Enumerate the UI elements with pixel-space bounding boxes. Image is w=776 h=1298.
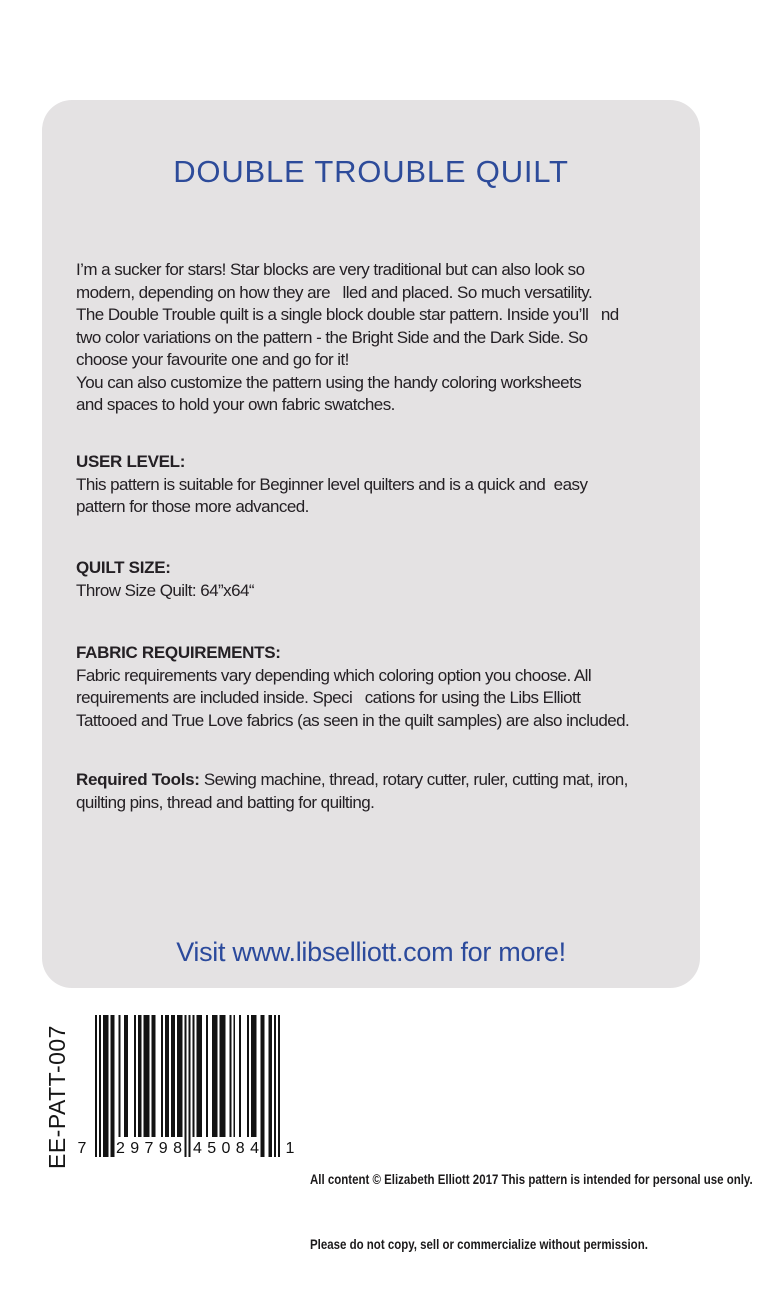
barcode-check-digit: 1	[285, 1140, 295, 1157]
intro-line: two color variations on the pattern - the Bright Side and the Dark Side. So	[76, 327, 588, 347]
section-line: Fabric requirements vary depending which coloring option you choose. All	[76, 665, 592, 685]
pattern-card	[42, 100, 700, 988]
intro-line: The Double Trouble quilt is a single block double star pattern. Inside you’ll nd	[76, 305, 619, 324]
section-heading: QUILT SIZE:	[76, 558, 171, 577]
barcode-digit: 0	[221, 1140, 231, 1157]
copyright-line: Please do not copy, sell or commercialize without permission.	[310, 1235, 648, 1252]
intro-paragraph	[76, 259, 676, 417]
barcode-digit: 9	[130, 1140, 140, 1157]
barcode-digit: 5	[207, 1140, 217, 1157]
barcode-digit: 4	[193, 1140, 202, 1157]
section-line: pattern for those more advanced.	[76, 497, 309, 516]
sku-vertical-label: EE-PATT-007	[44, 1025, 70, 1169]
copyright-note	[310, 1126, 776, 1298]
website-link[interactable]: Visit www.libselliott.com for more!	[176, 937, 566, 967]
section-line: Throw Size Quilt: 64”x64“	[76, 580, 255, 600]
section-fabric-requirements	[76, 642, 676, 732]
intro-line: You can also customize the pattern using the handy coloring worksheets	[76, 372, 582, 392]
barcode-digit-group	[193, 1140, 259, 1158]
intro-line: modern, depending on how they are lled and placed. So much versatility.	[76, 282, 593, 302]
intro-line: I’m a sucker for stars! Star blocks are very traditional but can also look so	[76, 260, 585, 279]
required-tools-paragraph	[76, 769, 676, 814]
barcode-digit: 4	[250, 1140, 259, 1157]
required-tools-label: Required Tools:	[76, 770, 200, 789]
barcode-digit: 9	[158, 1140, 168, 1157]
section-heading: USER LEVEL:	[76, 452, 186, 471]
barcode-digit: 8	[173, 1140, 182, 1157]
section-line: Tattooed and True Love fabrics (as seen in the quilt samples) are also included.	[76, 710, 630, 730]
required-tools-line	[76, 769, 676, 792]
barcode-digit-group	[116, 1140, 182, 1158]
barcode-digit: 2	[116, 1140, 125, 1157]
barcode	[95, 1015, 280, 1157]
section-line: This pattern is suitable for Beginner level quilters and is a quick and easy	[76, 474, 588, 494]
required-tools-line: quilting pins, thread and batting for quilting.	[76, 792, 375, 812]
required-tools-text: Sewing machine, thread, rotary cutter, ruler, cutting mat, iron,	[199, 770, 628, 789]
intro-line: and spaces to hold your own fabric swatches.	[76, 395, 395, 414]
intro-line: choose your favourite one and go for it!	[76, 350, 349, 369]
page-title: DOUBLE TROUBLE QUILT	[173, 154, 569, 189]
section-line: requirements are included inside. Speci cations for using the Libs Elliott	[76, 688, 581, 707]
section-heading: FABRIC REQUIREMENTS:	[76, 643, 281, 662]
section-user-level	[76, 451, 676, 519]
copyright-line: All content © Elizabeth Elliott 2017 This pattern is intended for personal use only.	[310, 1171, 753, 1187]
barcode-digit: 8	[235, 1140, 245, 1157]
barcode-lead-digit: 7	[77, 1140, 87, 1157]
barcode-digit: 7	[144, 1140, 154, 1157]
section-quilt-size	[76, 557, 676, 602]
